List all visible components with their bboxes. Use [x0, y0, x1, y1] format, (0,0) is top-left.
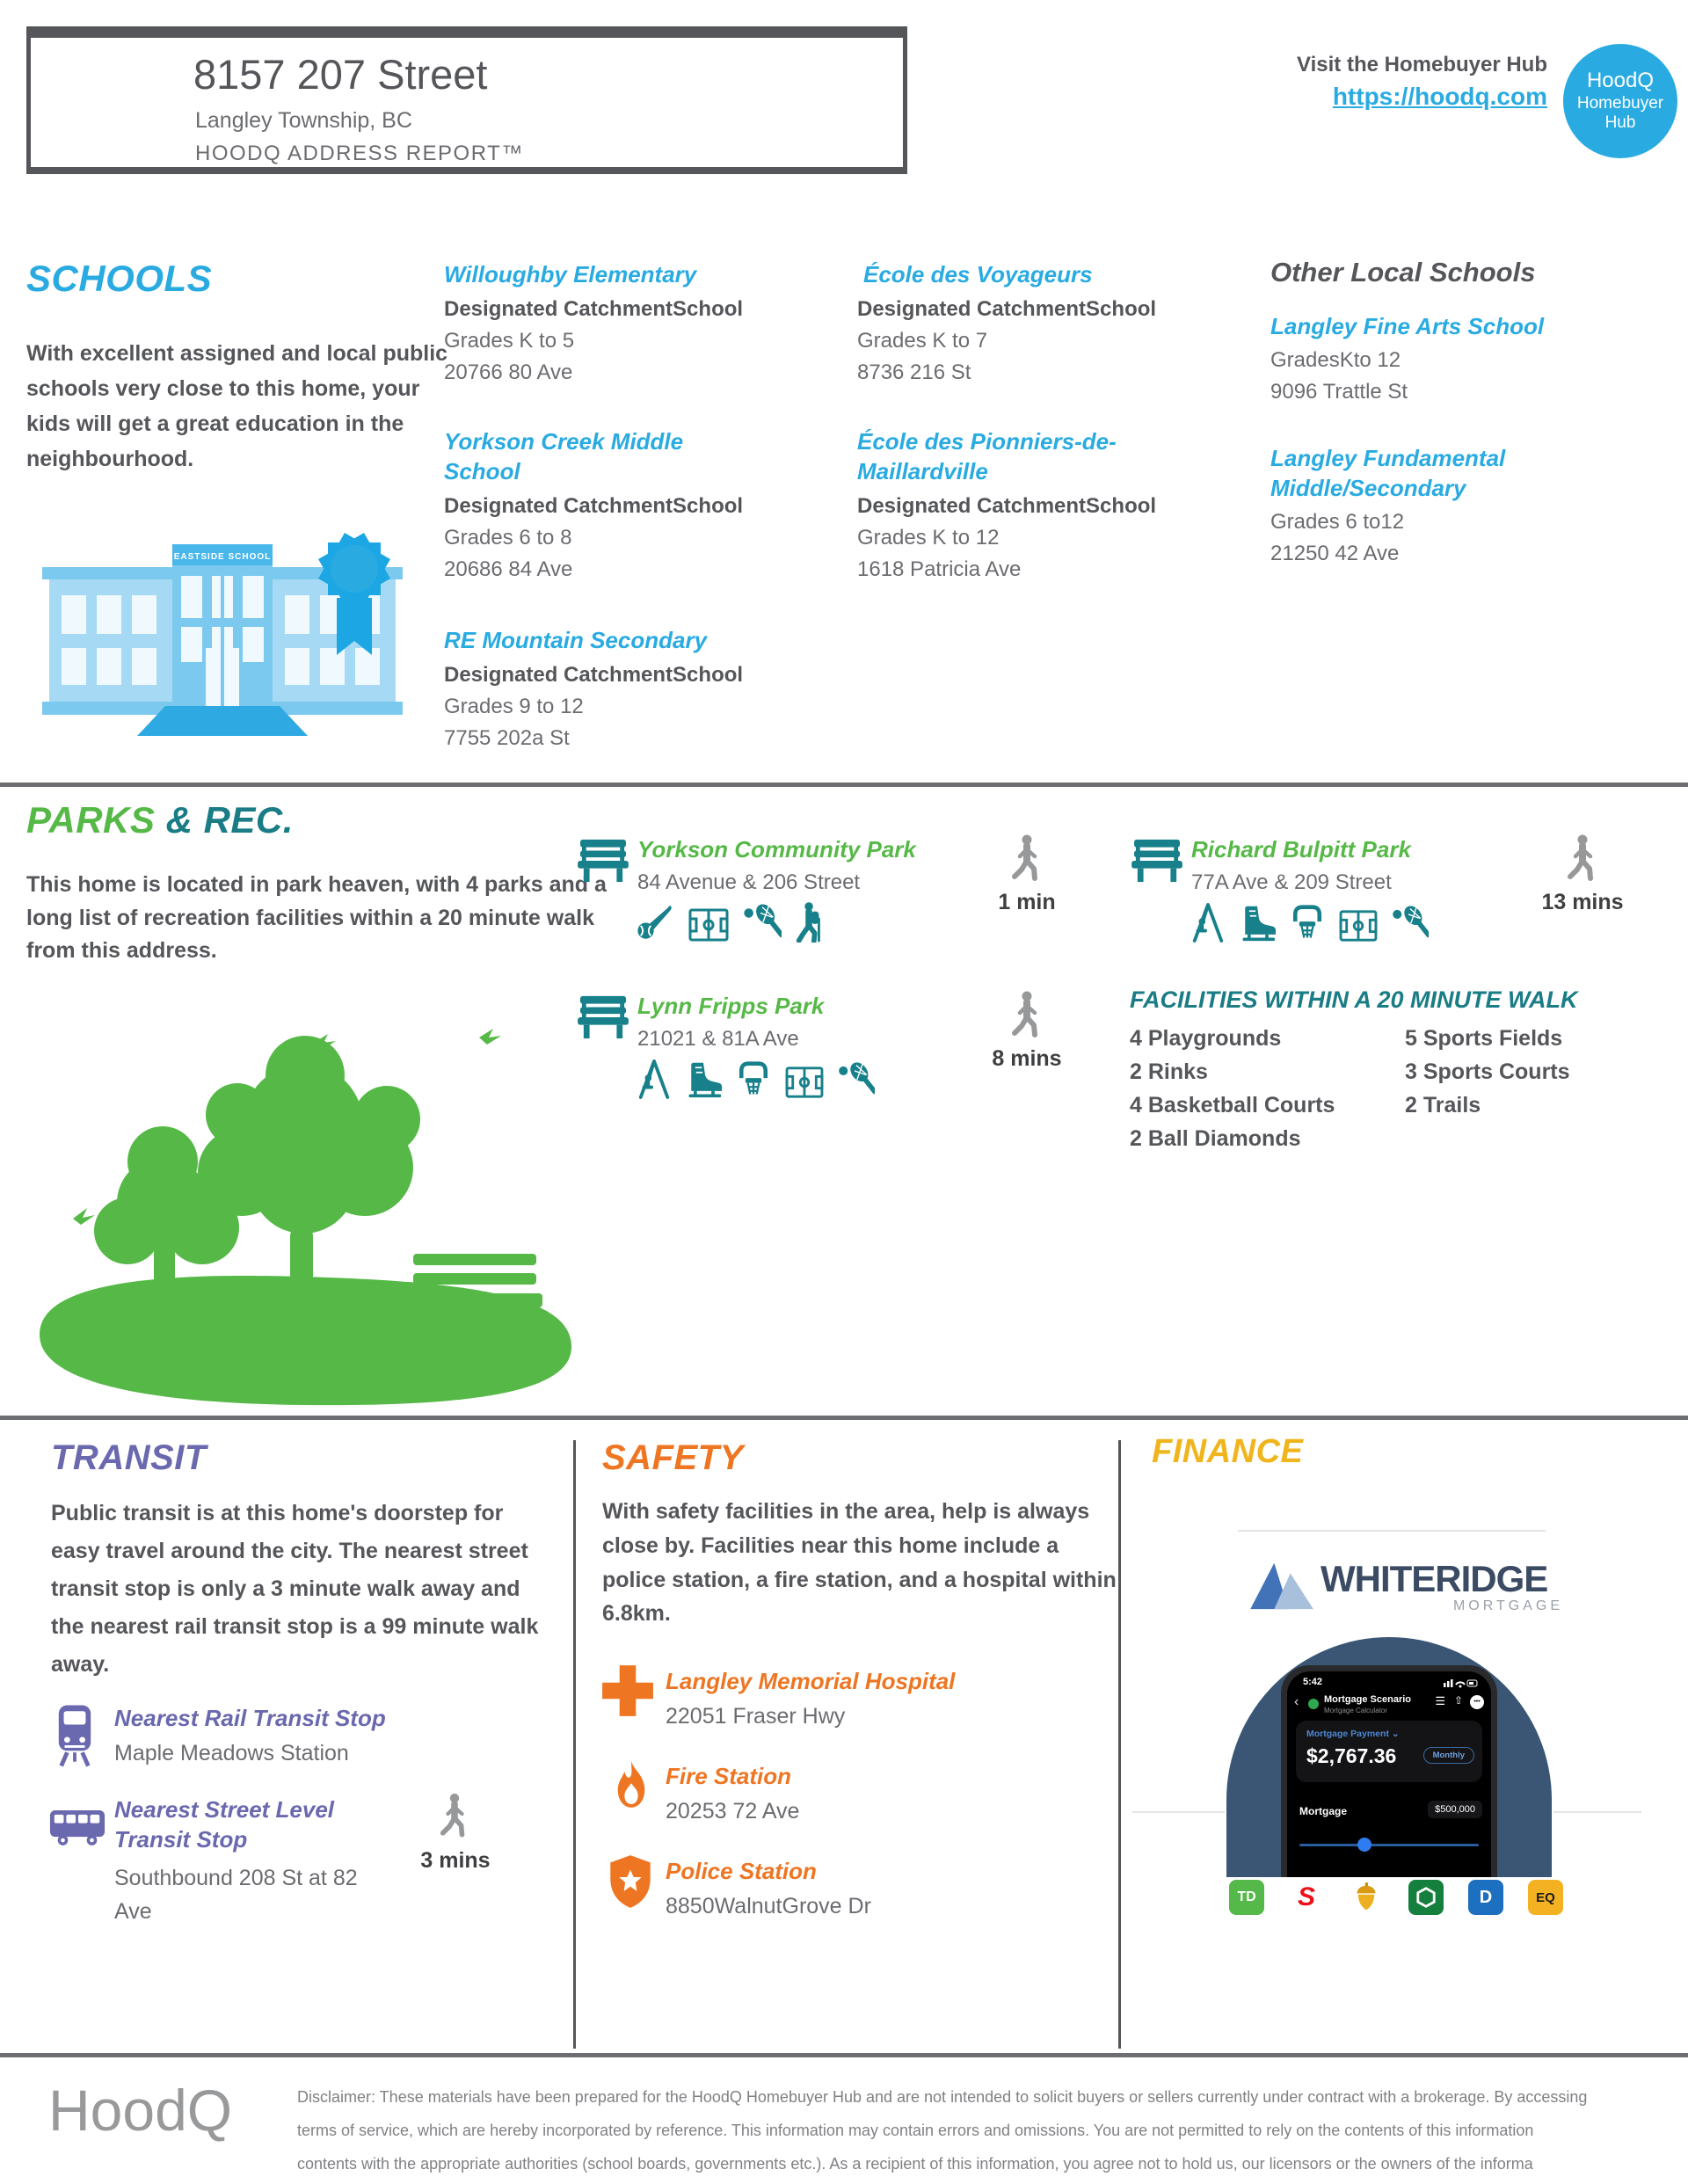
walking-person-icon	[1567, 834, 1598, 881]
skating-icon	[684, 1060, 723, 1099]
basketball-icon	[1288, 904, 1327, 943]
safety-intro: With safety facilities in the area, help is always close by. Facilities near this home include a police station, a fire station, and a hospital within 6.8km.	[602, 1499, 1117, 1627]
bench-icon	[1130, 838, 1184, 884]
baseball-icon	[636, 902, 676, 943]
hoodq-link[interactable]: https://hoodq.com	[1332, 83, 1547, 110]
column-divider	[573, 1440, 576, 2049]
school-grades: Grades K to 12	[857, 526, 1000, 550]
decor-line	[1553, 1811, 1641, 1813]
school-building-illustration	[33, 514, 411, 747]
facilities-list-col2	[1405, 1022, 1570, 1122]
section-divider	[0, 783, 1688, 787]
whiteridge-brand-sub: MORTGAGE	[1452, 1598, 1563, 1613]
fire-flame-icon	[613, 1758, 650, 1811]
footer-disclaimer	[297, 2080, 1688, 2180]
school-grades: Grades 6 to12	[1270, 510, 1405, 534]
safety-item-name: Langley Memorial Hospital	[666, 1668, 956, 1694]
park-address: 77A Ave & 209 Street	[1191, 870, 1392, 894]
train-icon	[55, 1704, 95, 1767]
hospital-cross-icon	[600, 1663, 655, 1718]
hoodq-badge	[1563, 44, 1677, 158]
share-icon[interactable]: ⇧	[1453, 1694, 1463, 1707]
payment-period-pill[interactable]: Monthly	[1423, 1747, 1474, 1764]
tennis-icon	[1390, 904, 1429, 943]
header-report-type: HOODQ ADDRESS REPORT™	[195, 142, 524, 165]
school-address: 20686 84 Ave	[444, 557, 573, 581]
payment-card	[1296, 1721, 1482, 1782]
school-grades: Grades 6 to 8	[444, 526, 572, 550]
badge-line2: Homebuyer	[1576, 93, 1664, 113]
street-stop-value: Southbound 208 St at 82 Ave	[114, 1866, 358, 1924]
school-name: Willoughby Elementary	[444, 261, 697, 288]
school-address: 1618 Patricia Ave	[857, 557, 1022, 581]
disclaimer-line: Disclaimer: These materials have been prepared for the HoodQ Homebuyer Hub and are not intended to solicit buyers or sellers currently under contract with a brokerage. By accessing	[297, 2088, 1588, 2106]
visit-hub-text: Visit the Homebuyer Hub	[1297, 53, 1547, 76]
sports-field-icon	[1338, 909, 1379, 943]
facility-item: 5 Sports Fields	[1405, 1026, 1563, 1051]
safety-title: SAFETY	[602, 1438, 744, 1477]
school-type: Designated CatchmentSchool	[857, 494, 1157, 518]
blue-d-bank-logo	[1468, 1880, 1503, 1915]
school-grades: GradesKto 12	[1270, 348, 1401, 372]
safety-item-address: 20253 72 Ave	[666, 1799, 800, 1824]
park-illustration	[22, 992, 589, 1414]
badge-line1: HoodQ	[1586, 69, 1655, 93]
facilities-list-col1	[1130, 1022, 1335, 1155]
parks-title	[26, 799, 294, 841]
app-subtitle: Mortgage Calculator	[1324, 1707, 1388, 1714]
school-grades: Grades K to 5	[444, 329, 575, 353]
app-status-dot	[1308, 1699, 1319, 1709]
walk-time: 3 mins	[420, 1848, 491, 1873]
park-name: Richard Bulpitt Park	[1191, 836, 1411, 863]
bench-icon	[576, 838, 630, 884]
school-name: RE Mountain Secondary	[444, 627, 708, 653]
school-sign-text: EASTSIDE SCHOOL	[173, 552, 272, 562]
school-type: Designated CatchmentSchool	[444, 663, 744, 687]
playground-icon	[1190, 902, 1226, 943]
school-name: École des Pionniers-de-Maillardville	[857, 428, 1117, 484]
facility-item: 2 Trails	[1405, 1093, 1481, 1117]
school-grades: Grades 9 to 12	[444, 695, 584, 718]
phone-mockup	[1281, 1665, 1497, 1877]
green-hexagon-logo	[1408, 1880, 1444, 1915]
disclaimer-line: contents with the appropriate authorities (school boards, governments etc.). As a recipient of this information, you agree not to hold us, our licensors or the owners of the informa	[297, 2155, 1533, 2173]
walk-time: 8 mins	[992, 1046, 1062, 1071]
hoodq-footer-logo: HoodQ	[48, 2078, 233, 2143]
school-name: École des Voyageurs	[863, 261, 1093, 288]
park-name: Lynn Fripps Park	[637, 993, 825, 1019]
acorn-logo	[1349, 1880, 1384, 1915]
tennis-icon	[836, 1060, 875, 1099]
schools-title: SCHOOLS	[26, 258, 213, 299]
acorn-icon	[1352, 1882, 1380, 1912]
school-address: 9096 Trattle St	[1270, 380, 1408, 404]
school-name: Langley Fundamental Middle/Secondary	[1270, 445, 1506, 501]
school-name: Langley Fine Arts School	[1270, 313, 1545, 339]
mortgage-slider-handle[interactable]	[1357, 1838, 1372, 1852]
rail-stop-value: Maple Meadows Station	[114, 1741, 349, 1765]
blue-d-text: D	[1479, 1887, 1493, 1907]
payment-label[interactable]: Mortgage Payment ⌄	[1306, 1729, 1400, 1739]
phone-status-time: 5:42	[1303, 1677, 1323, 1687]
eq-bank-logo	[1528, 1880, 1563, 1915]
finance-title: FINANCE	[1152, 1433, 1304, 1470]
safety-item-address: 8850WalnutGrove Dr	[666, 1894, 871, 1918]
finance-phone-figure	[1226, 1637, 1552, 1877]
walk-time: 1 min	[998, 890, 1056, 914]
sports-field-icon	[688, 907, 730, 943]
park-amenity-icons	[1190, 899, 1429, 943]
walking-person-icon	[440, 1792, 469, 1838]
bus-icon	[48, 1806, 106, 1847]
school-address: 8736 216 St	[857, 360, 971, 384]
hexagon-icon	[1415, 1886, 1437, 1909]
transit-title: TRANSIT	[51, 1438, 207, 1477]
bench-icon	[576, 994, 630, 1040]
header-city: Langley Township, BC	[195, 108, 412, 133]
facility-item: 4 Basketball Courts	[1130, 1093, 1335, 1117]
basketball-icon	[734, 1060, 773, 1099]
facilities-title: FACILITIES WITHIN A 20 MINUTE WALK	[1130, 986, 1578, 1013]
tennis-icon	[741, 902, 782, 943]
transit-intro: Public transit is at this home's doorstep for easy travel around the city. The nearest street transit stop is only a 3 minute walk away and the nearest rail transit stop is a 99 minute walk away.	[51, 1501, 539, 1677]
app-title: Mortgage Scenario	[1324, 1694, 1412, 1705]
safety-item-name: Police Station	[666, 1858, 817, 1884]
sports-field-icon	[784, 1066, 825, 1099]
facility-item: 2 Ball Diamonds	[1130, 1126, 1301, 1151]
park-amenity-icons	[636, 1055, 875, 1099]
payment-value: $2,767.36	[1306, 1744, 1397, 1767]
mortgage-row-value[interactable]: $500,000	[1428, 1801, 1482, 1818]
scotiabank-s-text: S	[1297, 1882, 1315, 1911]
school-type: Designated CatchmentSchool	[444, 297, 744, 321]
badge-line3: Hub	[1604, 113, 1636, 133]
walking-person-icon	[1011, 990, 1043, 1037]
decor-line	[1238, 1530, 1546, 1532]
back-chevron-icon[interactable]: ‹	[1294, 1694, 1299, 1709]
mortgage-row-label: Mortgage	[1299, 1805, 1347, 1817]
walk-time: 13 mins	[1541, 890, 1624, 914]
decor-line	[1132, 1811, 1225, 1813]
whiteridge-mountain-logo	[1250, 1556, 1315, 1611]
more-options-icon[interactable]: •••	[1470, 1695, 1484, 1709]
playground-icon	[636, 1059, 673, 1099]
park-amenity-icons	[636, 899, 826, 943]
facility-item: 4 Playgrounds	[1130, 1026, 1282, 1051]
park-address: 84 Avenue & 206 Street	[637, 870, 861, 894]
school-name: Yorkson Creek Middle School	[444, 428, 684, 484]
hiking-icon	[793, 902, 826, 943]
school-address: 21250 42 Ave	[1270, 542, 1400, 565]
school-grades: Grades K to 7	[857, 329, 988, 353]
police-shield-icon	[607, 1853, 654, 1910]
school-address: 7755 202a St	[444, 726, 570, 750]
street-stop-label: Nearest Street Level Transit Stop	[114, 1796, 335, 1853]
schools-intro: With excellent assigned and local public schools very close to this home, your kids will get a great education in the neighbourhood.	[26, 341, 448, 471]
skating-icon	[1238, 904, 1277, 943]
td-logo-text: TD	[1237, 1889, 1256, 1904]
page-title: 8157 207 Street	[193, 51, 488, 98]
facility-item: 3 Sports Courts	[1405, 1059, 1570, 1084]
header-box	[26, 26, 907, 174]
park-address: 21021 & 81A Ave	[637, 1027, 799, 1051]
section-divider	[0, 1416, 1688, 1420]
menu-icon[interactable]: ☰	[1435, 1694, 1445, 1707]
parks-title-teal: & REC.	[165, 799, 294, 841]
school-address: 20766 80 Ave	[444, 360, 573, 384]
other-schools-title: Other Local Schools	[1270, 257, 1536, 288]
footer-divider	[0, 2053, 1688, 2057]
td-bank-logo	[1229, 1880, 1264, 1915]
parks-title-green: PARKS	[26, 799, 166, 841]
scotiabank-logo	[1289, 1880, 1324, 1915]
whiteridge-brand-name: WHITERIDGE	[1321, 1558, 1548, 1599]
park-name: Yorkson Community Park	[637, 836, 916, 863]
phone-screen	[1287, 1671, 1491, 1877]
mortgage-slider-track[interactable]	[1299, 1844, 1479, 1846]
safety-item-name: Fire Station	[666, 1763, 792, 1789]
disclaimer-line: terms of service, which are hereby incorporated by reference. This information may contain errors and omissions. You are not permitted to rely on the contents of this information	[297, 2122, 1534, 2139]
school-type: Designated CatchmentSchool	[857, 297, 1157, 321]
facility-item: 2 Rinks	[1130, 1059, 1208, 1084]
walking-person-icon	[1011, 834, 1043, 881]
phone-status-icons	[1444, 1677, 1479, 1688]
rail-stop-label: Nearest Rail Transit Stop	[114, 1705, 386, 1731]
eq-logo-text: EQ	[1536, 1889, 1555, 1905]
school-type: Designated CatchmentSchool	[444, 494, 744, 518]
safety-item-address: 22051 Fraser Hwy	[666, 1704, 846, 1729]
parks-intro: This home is located in park heaven, with 4 parks and a long list of recreation facilities within a 20 minute walk from this address.	[26, 872, 607, 963]
